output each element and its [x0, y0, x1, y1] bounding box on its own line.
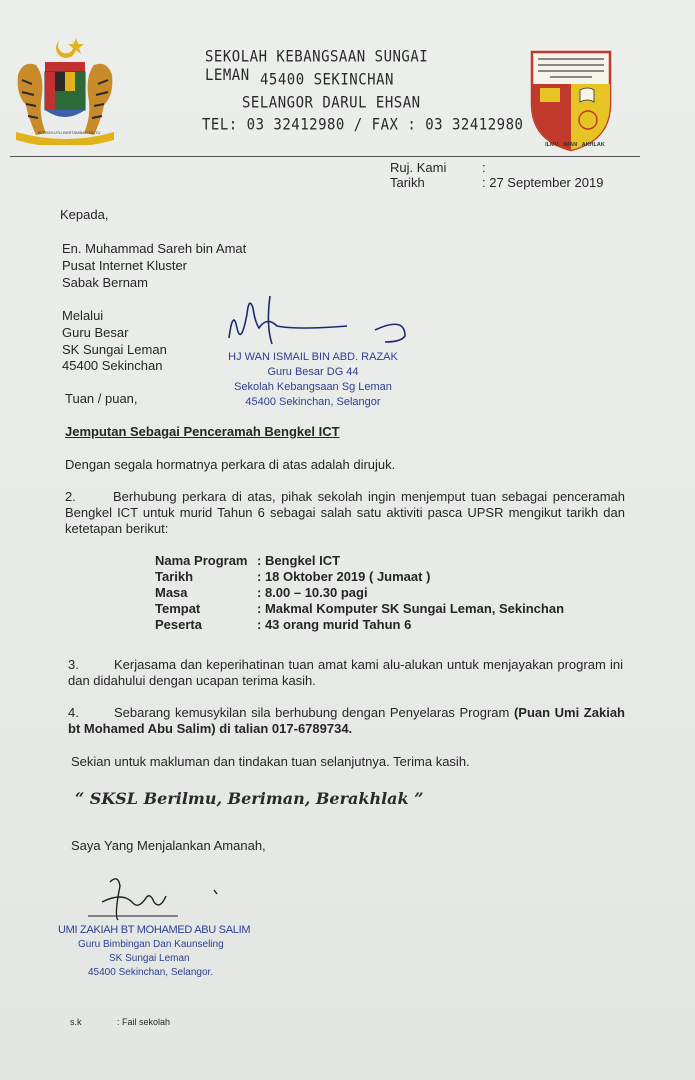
paragraph-3-number: 3. — [68, 657, 79, 672]
cc-label: s.k — [70, 1017, 82, 1027]
paragraph-4-text: Sebarang kemusykilan sila berhubung dengan Penyelaras Program — [114, 705, 510, 720]
headmaster-stamp-title: Guru Besar DG 44 — [267, 366, 359, 378]
program-details — [155, 553, 615, 633]
date-value: : 27 September 2019 — [482, 175, 604, 190]
school-logo-text — [540, 53, 602, 77]
via-title: Guru Besar — [62, 325, 129, 340]
detail-label: Tempat — [155, 601, 201, 616]
detail-label: Tarikh — [155, 569, 194, 584]
paragraph-4-number: 4. — [68, 705, 79, 720]
headmaster-signature — [215, 290, 415, 350]
closing-remark: Sekian untuk makluman dan tindakan tuan selanjutnya. Terima kasih. — [71, 754, 470, 769]
headmaster-stamp-name: HJ WAN ISMAIL BIN ABD. RAZAK — [228, 351, 398, 363]
ref-value: : — [482, 160, 486, 175]
letterhead-divider — [10, 156, 640, 157]
detail-row — [155, 553, 615, 569]
detail-row — [155, 569, 615, 585]
paragraph-2 — [65, 489, 625, 537]
detail-row — [155, 617, 615, 633]
detail-value: : 18 Oktober 2019 ( Jumaat ) — [257, 569, 431, 584]
coordinator-stamp-school: SK Sungai Leman — [109, 953, 190, 964]
detail-label: Peserta — [155, 617, 202, 632]
paragraph-2-text: Berhubung perkara di atas, pihak sekolah ingin menjemput tuan sebagai penceramah Bengkel ICT untuk murid Tahun 6 sebagai salah satu aktiviti pasca UPSR mengikut tarikh dan ketetapan berikut: — [65, 489, 625, 536]
paragraph-3 — [68, 657, 623, 689]
via-town: 45400 Sekinchan — [62, 358, 163, 373]
recipient-org: Pusat Internet Kluster — [62, 258, 188, 273]
detail-value: : Makmal Komputer SK Sungai Leman, Sekinchan — [257, 601, 565, 616]
recipient-name: En. Muhammad Sareh bin Amat — [62, 241, 247, 256]
paragraph-4 — [68, 705, 625, 737]
school-slogan: “ SKSL Berilmu, Beriman, Berakhlak ” — [75, 789, 424, 808]
to-label: Kepada, — [60, 207, 109, 222]
coordinator-stamp-name: UMI ZAKIAH BT MOHAMED ABU SALIM — [58, 924, 251, 936]
paragraph-1: Dengan segala hormatnya perkara di atas adalah dirujuk. — [65, 457, 396, 472]
coordinator-stamp-address: 45400 Sekinchan, Selangor. — [88, 967, 214, 978]
detail-label: Nama Program — [155, 553, 248, 568]
via-label: Melalui — [62, 308, 104, 323]
headmaster-stamp-school: Sekolah Kebangsaan Sg Leman — [234, 381, 392, 393]
signoff: Saya Yang Menjalankan Amanah, — [71, 838, 266, 853]
coat-of-arms-emblem — [10, 30, 120, 145]
cc-value: : Fail sekolah — [117, 1017, 171, 1027]
detail-value: : 43 orang murid Tahun 6 — [257, 617, 412, 632]
school-name: SEKOLAH KEBANGSAAN SUNGAI LEMAN — [205, 47, 429, 85]
crest-motto: BERSEKUTU BERTAMBAH MUTU — [37, 130, 101, 135]
school-logo-motto: ILMU IMAN AKHLAK — [545, 142, 605, 148]
detail-row — [155, 585, 615, 601]
coordinator-stamp-title: Guru Bimbingan Dan Kaunseling — [78, 939, 224, 950]
detail-label: Masa — [155, 585, 188, 600]
school-phone-fax: TEL: 03 32412980 / FAX : 03 32412980 — [202, 115, 524, 135]
detail-row — [155, 601, 615, 617]
recipient-place: Sabak Bernam — [62, 275, 148, 290]
paragraph-3-text: Kerjasama dan keperihatinan tuan amat kami alu-alukan untuk menjayakan program ini dan didahului dengan ucapan terima kasih. — [68, 657, 623, 688]
detail-value: : 8.00 – 10.30 pagi — [257, 585, 368, 600]
salutation: Tuan / puan, — [65, 391, 138, 406]
coordinator-signature — [80, 872, 230, 922]
headmaster-stamp-address: 45400 Sekinchan, Selangor — [245, 396, 381, 408]
paragraph-2-number: 2. — [65, 489, 76, 504]
via-school: SK Sungai Leman — [62, 342, 167, 357]
school-state: SELANGOR DARUL EHSAN — [242, 93, 421, 113]
subject: Jemputan Sebagai Penceramah Bengkel ICT — [65, 424, 340, 439]
ref-label: Ruj. Kami — [390, 160, 447, 175]
date-label: Tarikh — [390, 175, 425, 190]
detail-value: : Bengkel ICT — [257, 553, 341, 568]
school-postcode-town: 45400 SEKINCHAN — [260, 70, 394, 90]
paragraph-4-contact: (Puan Umi Zakiah bt Mohamed Abu Salim) di talian 017-6789734. — [68, 705, 625, 736]
